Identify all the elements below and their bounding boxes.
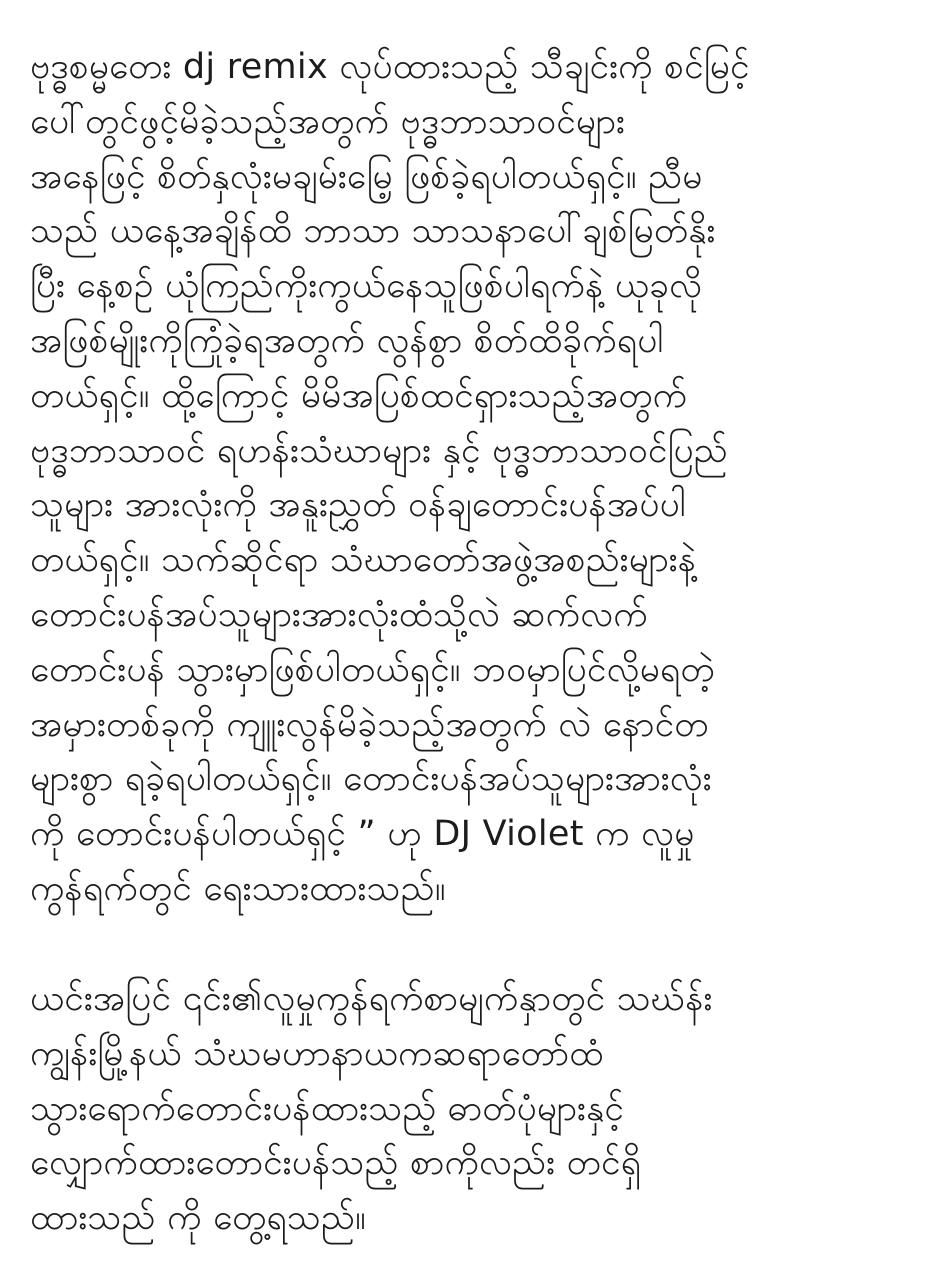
text-line: အဖြစ်မျိုးကိုကြုံခဲ့ရအတွက် လွန်စွာ စိတ်ထိခိုက်ရပါ	[30, 320, 664, 361]
text-line: ပေါ်တွင်ဖွင့်မိခဲ့သည့်အတွက် ဗုဒ္ဓဘာသာဝင်များ	[30, 101, 626, 142]
text-line: တောင်းပန် သွားမှာဖြစ်ပါတယ်ရှင့်။ ဘဝမှာပြင်လို့မရတဲ့	[30, 649, 715, 690]
text-line: ကို တောင်းပန်ပါတယ်ရှင့် ” ဟု DJ Violet က လူမှု	[30, 814, 695, 855]
text-line: အမှားတစ်ခုကို ကျူးလွန်မိခဲ့သည့်အတွက် လဲ နောင်တ	[30, 704, 709, 745]
text-line: အနေဖြင့် စိတ်နှလုံးမချမ်းမြေ့ ဖြစ်ခဲ့ရပါတယ်ရှင့်။ ညီမ	[30, 156, 703, 197]
text-line: ပြီး နေ့စဉ် ယုံကြည်ကိုးကွယ်နေသူဖြစ်ပါရက်နဲ့ ယုခုလို	[30, 266, 703, 307]
text-line: ထားသည် ကို တွေ့ရသည်။	[30, 1198, 367, 1239]
text-line: သည် ယနေ့အချိန်ထိ ဘာသာ သာသနာပေါ်ချစ်မြတ်နိုး	[30, 211, 716, 252]
text-line: ကျွန်းမြို့နယ် သံဃမဟာနာယကဆရာတော်ထံ	[30, 1033, 604, 1074]
text-line: များစွာ ရခဲ့ရပါတယ်ရှင့်။ တောင်းပန်အပ်သူများအားလုံး	[30, 759, 712, 800]
text-line: လျှောက်ထားတောင်းပန်သည့် စာကိုလည်း တင်ရှိ	[30, 1143, 642, 1184]
text-line: သူများ အားလုံးကို အနူးညွှတ် ဝန်ချတောင်းပန်အပ်ပါ	[30, 485, 686, 526]
paragraph-additional-info	[30, 972, 925, 1246]
text-line: ဗုဒ္ဓစမ္မတေး dj remix လုပ်ထားသည့် သီချင်းကို စင်မြင့်	[30, 47, 750, 87]
text-line: ယင်းအပြင် ၎င်း၏လူမှုကွန်ရက်စာမျက်နှာတွင် သဃ်န်း	[30, 979, 713, 1019]
text-line: သွားရောက်တောင်းပန်ထားသည့် ဓာတ်ပုံများနှင့်	[30, 1088, 625, 1129]
text-line: တောင်းပန်အပ်သူများအားလုံးထံသို့လဲ ဆက်လက်	[30, 594, 648, 635]
text-line: ဗုဒ္ဓဘာသာဝင် ရဟန်းသံဃာများ နှင့် ဗုဒ္ဓဘာသာဝင်ပြည်	[30, 430, 728, 471]
paragraph-apology-statement	[30, 40, 925, 917]
text-line: ကွန်ရက်တွင် ရေးသားထားသည်။	[30, 868, 446, 909]
text-line: တယ်ရှင့်။ သက်ဆိုင်ရာ သံဃာတော်အဖွဲ့အစည်းများနဲ့	[30, 540, 697, 581]
text-line: တယ်ရှင့်။ ထို့ကြောင့် မိမိအပြစ်ထင်ရှားသည့်အတွက်	[30, 375, 688, 416]
